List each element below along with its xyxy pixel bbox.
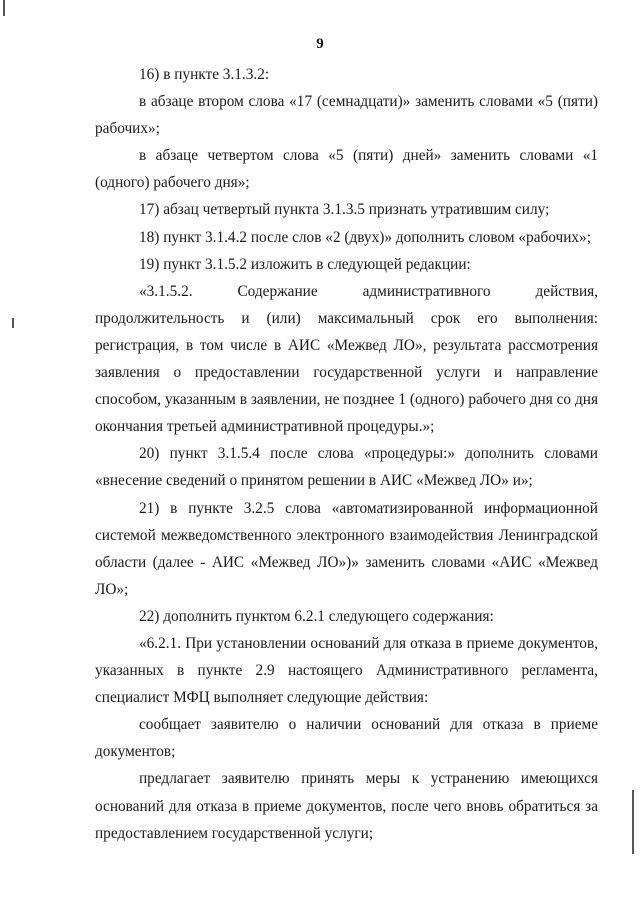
paragraph-item-16: 16) в пункте 3.1.3.2: [139,66,270,83]
paragraph-item-17: 17) абзац четвертый пункта 3.1.3.5 признать утратившим силу; [139,201,550,219]
paragraph-item-19: 19) пункт 3.1.5.2 изложить в следующей редакции: [139,255,471,273]
paragraph-item-21: 21) в пункте 3.2.5 слова «автоматизированной информационной системой межведомственного электронного взаимодействия Ленинградской области (далее - АИС «Межвед ЛО»)» заменить словами «АИС «Межвед ЛО»; [95,499,598,598]
paragraph-item-6-2-1: «6.2.1. При установлении оснований для отказа в приеме документов, указанных в пункте 2.9 настоящего Административного регламента, специалист МФЦ выполняет следующие действия: [95,634,598,707]
paragraph-action-inform: сообщает заявителю о наличии оснований для отказа в приеме документов; [95,716,598,761]
scan-artifact-right [632,790,634,854]
paragraph-item-16-abzac-4: в абзаце четвертом слова «5 (пяти) дней» заменить словами «1 (одного) рабочего дня»; [95,147,598,192]
paragraph-item-22: 22) дополнить пунктом 6.2.1 следующего содержания: [139,607,494,625]
document-body [95,61,598,847]
paragraph-item-18: 18) пункт 3.1.4.2 после слов «2 (двух)» дополнить словом «рабочих»; [139,228,591,246]
scan-artifact-left [12,318,14,328]
paragraph-item-16-abzac-2: в абзаце втором слова «17 (семнадцати)» заменить словами «5 (пяти) рабочих»; [95,93,598,138]
paragraph-item-20: 20) пункт 3.1.5.4 после слова «процедуры:» дополнить словами «внесение сведений о принятом решении в АИС «Межвед ЛО» и»; [95,445,598,490]
paragraph-item-3-1-5-2: «3.1.5.2. Содержание административного действия, продолжительность и (или) максимальный срок его выполнения: регистрация, в том числе в АИС «Межвед ЛО», результата рассмотрения заявления о предоставлении государственной услуги и направление способом, указанным в заявлении, не позднее 1 (одного) рабочего дня со дня окончания третьей административной процедуры.»; [95,282,598,436]
paragraph-action-propose: предлагает заявителю принять меры к устранению имеющихся оснований для отказа в приеме документов, после чего вновь обратиться за предоставлением государственной услуги; [95,770,598,842]
scan-artifact-top-left [3,0,5,16]
page-number: 9 [316,36,324,52]
